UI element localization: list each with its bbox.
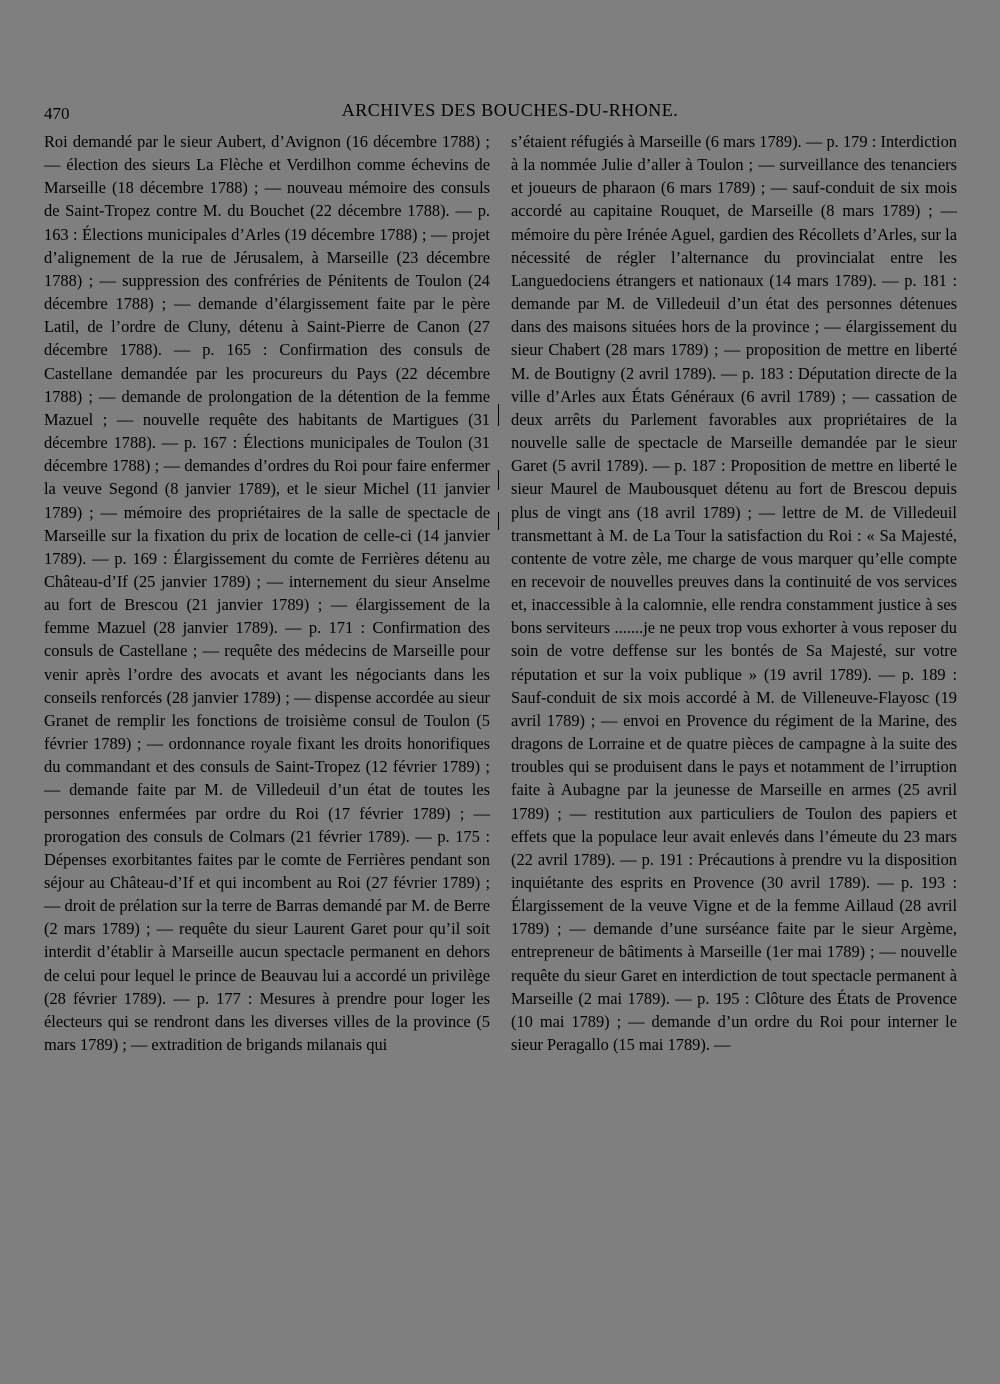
page-number: 470 <box>44 104 70 123</box>
column-rule <box>498 512 499 530</box>
column-rule <box>498 404 499 426</box>
left-column-paragraph: Roi demandé par le sieur Aubert, d’Avignon (16 décembre 1788) ; — élection des sieurs La Flèche et Verdilhon comme échevins de Marseille (18 décembre 1788) ; — nouveau mémoire des consuls de Saint-Tropez contre M. du Bouchet (22 décembre 1788). — p. 163 : Élections municipales d’Arles (19 décembre 1788) ; — projet d’alignement de la rue de Jérusalem, à Marseille (23 décembre 1788) ; — suppression des confréries de Pénitents de Toulon (24 décembre 1788) ; — demande d’élargissement faite par le père Latil, de l’ordre de Cluny, détenu à Saint-Pierre de Canon (27 décembre 1788). — p. 165 : Confirmation des consuls de Castellane demandée par les procureurs du Pays (22 décembre 1788) ; — demande de prolongation de la détention de la femme Mazuel ; — nouvelle requête des habitants de Martigues (31 décembre 1788). — p. 167 : Élections municipales de Toulon (31 décembre 1788) ; — demandes d’ordres du Roi pour faire enfermer la veuve Segond (8 janvier 1789), et le sieur Michel (11 janvier 1789) ; — mémoire des propriétaires de la salle de spectacle de Marseille sur la fixation du prix de location de celle-ci (14 janvier 1789). — p. 169 : Élargissement du comte de Ferrières détenu au Château-d’If (25 janvier 1789) ; — internement du sieur Anselme au fort de Brescou (21 janvier 1789) ; — élargissement de la femme Mazuel (28 janvier 1789). — p. 171 : Confirmation des consuls de Castellane ; — requête des médecins de Marseille pour venir après l’ordre des avocats et avant les négociants dans les conseils renforcés (28 janvier 1789) ; — dispense accordée au sieur Granet de remplir les fonctions de troisième consul de Toulon (5 février 1789) ; — ordonnance royale fixant les droits honorifiques du commandant et des consuls de Saint-Tropez (12 février 1789) ; — demande faite par M. de Villedeuil d’un état de toutes les personnes enfermées par ordre du Roi (17 février 1789) ; — prorogation des consuls de Colmars (21 février 1789). — p. 175 : Dépenses exorbitantes faites par le comte de Ferrières pendant son séjour au Château-d’If et qui incombent au Roi (27 février 1789) ; — droit de prélation sur la terre de Barras demandé par M. de Berre (2 mars 1789) ; — requête du sieur Laurent Garet pour qu’il soit interdit d’établir à Marseille aucun spectacle permanent en dehors de celui pour lequel le prince de Beauvau lui a accordé un privilège (28 février 1789). — p. 177 : Mesures à prendre pour loger les électeurs qui se rendront dans les diverses villes de la province (5 mars 1789) ; — extradition de brigands milanais qui <box>44 132 490 1055</box>
text-column-right <box>511 130 957 1056</box>
running-title: ARCHIVES DES BOUCHES-DU-RHONE. <box>341 100 679 120</box>
column-rule <box>498 470 499 490</box>
text-column-left <box>44 130 490 1056</box>
right-column-paragraph: s’étaient réfugiés à Marseille (6 mars 1789). — p. 179 : Interdiction à la nommée Julie d’aller à Toulon ; — surveillance des tenanciers et joueurs de pharaon (6 mars 1789) ; — sauf-conduit de six mois accordé au capitaine Rouquet, de Marseille (8 mars 1789) ; — mémoire du père Irénée Aguel, gardien des Récollets d’Arles, sur la nécessité de régler l’alternance du provincialat entre les Languedociens étrangers et nationaux (14 mars 1789). — p. 181 : demande par M. de Villedeuil d’un état des personnes détenues dans des maisons situées hors de la province ; — élargissement du sieur Chabert (28 mars 1789) ; — proposition de mettre en liberté M. de Boutigny (2 avril 1789). — p. 183 : Députation directe de la ville d’Arles aux États Généraux (6 avril 1789) ; — cassation de deux arrêts du Parlement favorables aux propriétaires de la nouvelle salle de spectacle de Marseille demandée par le sieur Garet (5 avril 1789). — p. 187 : Proposition de mettre en liberté le sieur Maurel de Maubousquet détenu au fort de Brescou depuis plus de vingt ans (18 avril 1789) ; — lettre de M. de Villedeuil transmettant à M. de La Tour la satisfaction du Roi : « Sa Majesté, contente de votre zèle, me charge de vous marquer qu’elle compte en recevoir de nouvelles preuves dans la continuité de vos services et, inaccessible à la calomnie, elle rendra constamment justice à ses bons serviteurs .......je ne peux trop vous exhorter à vous reposer du soin de votre deffense sur les bontés de Sa Majesté, sur votre réputation et sur la voix publique » (19 avril 1789). — p. 189 : Sauf-conduit de six mois accordé à M. de Villeneuve-Flayosc (19 avril 1789) ; — envoi en Provence du régiment de la Marine, des dragons de Lorraine et de quatre pièces de campagne à la suite des troubles qui se produisent dans le pays et notamment de l’irruption faite à Aubagne par la jeunesse de Marseille en armes (25 avril 1789) ; — restitution aux particuliers de Toulon des papiers et effets que la populace leur avait enlevés dans l’émeute du 23 mars (22 avril 1789). — p. 191 : Précautions à prendre vu la disposition inquiétante des esprits en Provence (30 avril 1789). — p. 193 : Élargissement de la veuve Vigne et de la femme Aillaud (28 avril 1789) ; — demande d’une surséance faite par le sieur Argème, entrepreneur de bâtiments à Marseille (1er mai 1789) ; — nouvelle requête du sieur Garet en interdiction de tout spectacle permanent à Marseille (2 mai 1789). — p. 195 : Clôture des États de Provence (10 mai 1789) ; — demande d’un ordre du Roi pour interner le sieur Peragallo (15 mai 1789). — <box>511 132 957 1055</box>
